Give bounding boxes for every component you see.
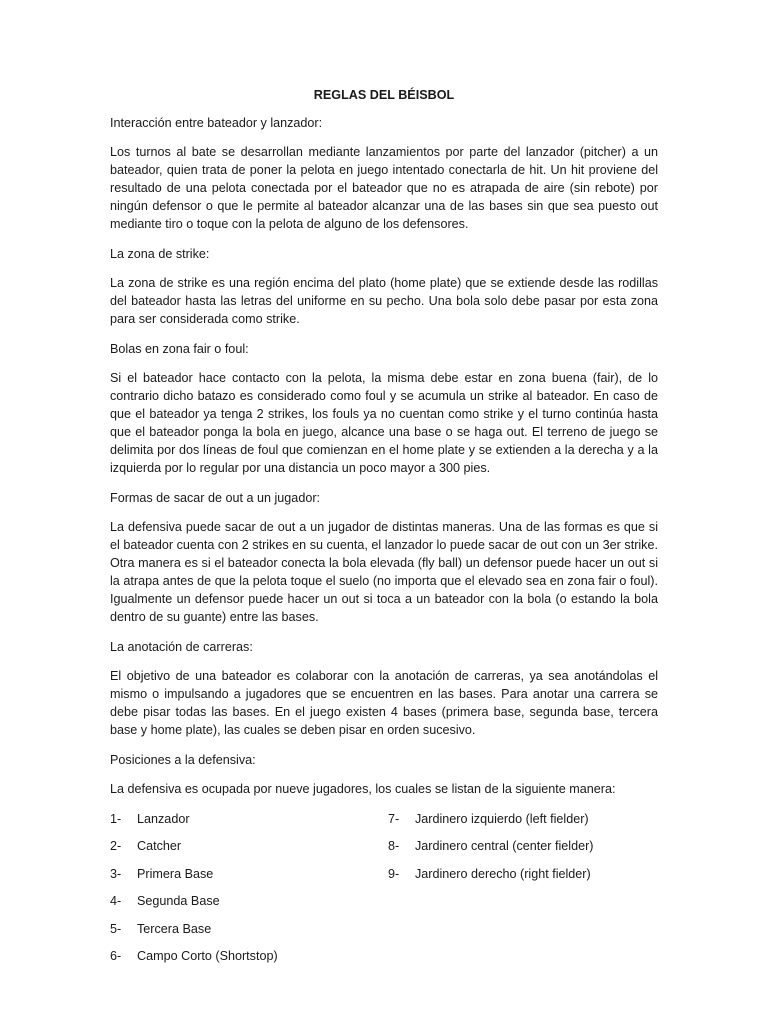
list-number: 6-: [110, 948, 122, 963]
list-label: Lanzador: [137, 812, 190, 826]
positions-column-left: [110, 810, 278, 974]
list-number: 7-: [388, 812, 400, 826]
list-number: 4-: [110, 894, 122, 909]
positions-column-right: [388, 810, 594, 892]
section-paragraph: Los turnos al bate se desarrollan mediante lanzamientos por parte del lanzador (pitcher) a un bateador, quien trata de poner la pelota en juego intentado conectarla de hit. Un hit proviene del resultado de una pelota conectada por el bateador que no es atrapada de aire (sin rebote) por ningún defensor o que le permite al bateador alcanzar una de las bases sin que sea puesto out mediante tiro o toque con la pelota de alguno de los defensores.: [110, 145, 658, 231]
section-paragraph: La defensiva es ocupada por nueve jugadores, los cuales se listan de la siguiente manera:: [110, 782, 616, 796]
list-number: 3-: [110, 866, 122, 881]
list-number: 2-: [110, 839, 122, 854]
list-item: [110, 892, 278, 919]
list-number: 9-: [388, 866, 400, 881]
section-paragraph: La defensiva puede sacar de out a un jugador de distintas maneras. Una de las formas es que si el bateador cuenta con 2 strikes en su cuenta, el lanzador lo puede sacar de out con un 3er strike. Otra manera es si el bateador conecta la bola elevada (fly ball) un defensor puede hacer un out si la atrapa antes de que la pelota toque el suelo (no importa que el elevado sea en zona fair o foul). Igualmente un defensor puede hacer un out si toca a un bateador con la bola (o estando la bola dentro de su guante) entre las bases.: [110, 520, 658, 624]
list-label: Catcher: [137, 839, 182, 854]
list-label: Jardinero derecho (right fielder): [415, 866, 591, 881]
section-formas-out: [110, 489, 658, 626]
section-heading: Formas de sacar de out a un jugador:: [110, 491, 321, 505]
list-label: Primera Base: [137, 866, 214, 881]
section-heading: Posiciones a la defensiva:: [110, 753, 256, 767]
list-label: Tercera Base: [137, 921, 212, 936]
section-heading: Interacción entre bateador y lanzador:: [110, 116, 323, 130]
document-page: [110, 86, 658, 970]
section-interaccion: [110, 114, 658, 233]
positions-list: [110, 810, 658, 970]
list-label: Campo Corto (Shortstop): [137, 948, 278, 963]
list-item: [110, 920, 278, 947]
list-number: 1-: [110, 812, 122, 826]
section-paragraph: El objetivo de una bateador es colaborar con la anotación de carreras, ya sea anotándolas el mismo o impulsando a jugadores que se encuentren en las bases. Para anotar una carrera se debe pisar todas las bases. En el juego existen 4 bases (primera base, segunda base, tercera base y home plate), las cuales se deben pisar en orden sucesivo.: [110, 669, 658, 737]
section-heading: La zona de strike:: [110, 247, 210, 261]
list-label: Segunda Base: [137, 894, 220, 909]
section-posiciones: [110, 751, 658, 798]
section-paragraph: La zona de strike es una región encima del plato (home plate) que se extiende desde las rodillas del bateador hasta las letras del uniforme en su pecho. Una bola solo debe pasar por esta zona para ser considerada como strike.: [110, 276, 658, 326]
section-anotacion: [110, 638, 658, 739]
section-paragraph: Si el bateador hace contacto con la pelota, la misma debe estar en zona buena (fair), de lo contrario dicho batazo es considerado como foul y se acumula un strike al bateador. En caso de que el bateador ya tenga 2 strikes, los fouls ya no cuentan como strike y el turno continúa hasta que el bateador ponga la bola en juego, alcance una base o se haga out. El terreno de juego se delimita por dos líneas de foul que comienzan en el home plate y se extienden a la derecha y a la izquierda por lo regular por una distancia un poco mayor a 300 pies.: [110, 371, 658, 475]
list-item: [110, 837, 278, 864]
section-fair-foul: [110, 340, 658, 477]
list-item: [388, 865, 594, 892]
list-item: [110, 810, 278, 837]
section-heading: La anotación de carreras:: [110, 640, 253, 654]
list-item: [110, 947, 278, 974]
document-title: REGLAS DEL BÉISBOL: [313, 88, 455, 102]
list-item: [388, 837, 594, 864]
list-item: [388, 810, 594, 837]
list-item: [110, 865, 278, 892]
section-zona-strike: [110, 245, 658, 328]
section-heading: Bolas en zona fair o foul:: [110, 342, 249, 356]
list-label: Jardinero izquierdo (left fielder): [415, 812, 589, 826]
list-number: 8-: [388, 839, 400, 854]
list-label: Jardinero central (center fielder): [415, 839, 594, 854]
list-number: 5-: [110, 921, 122, 936]
